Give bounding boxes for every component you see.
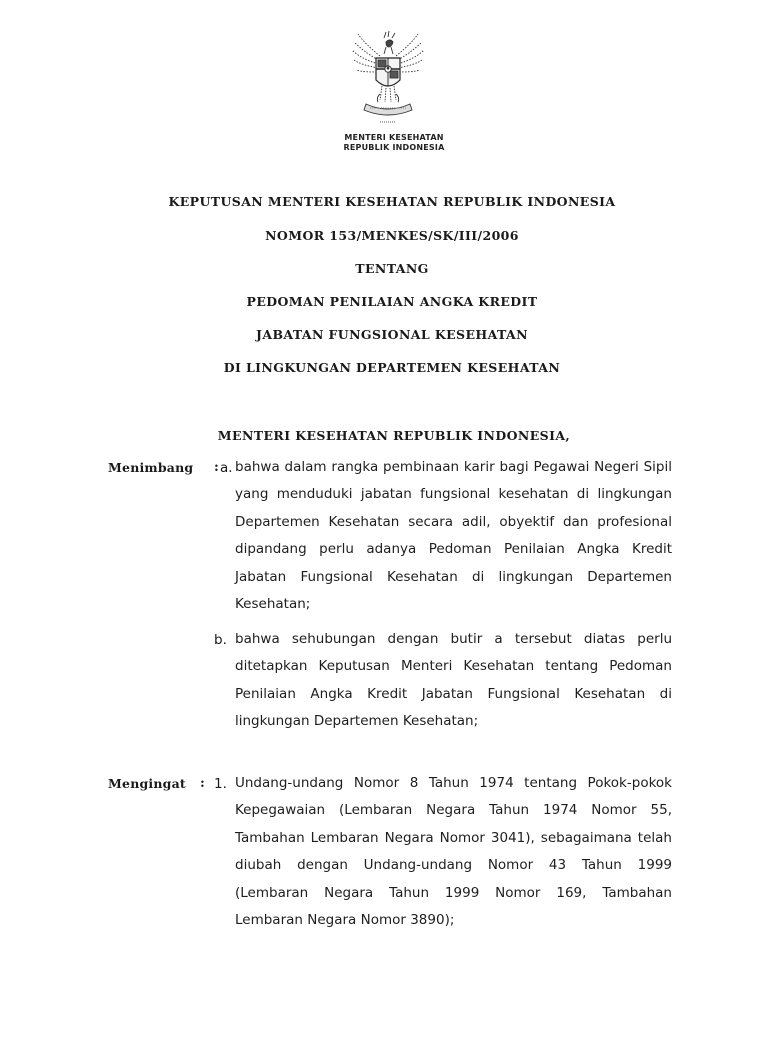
ministry-label-line1: MENTERI KESEHATAN xyxy=(344,133,444,142)
menimbang-item-marker: a. xyxy=(220,460,233,476)
decree-about: TENTANG xyxy=(355,261,429,276)
mengingat-item-text: Undang-undang Nomor 8 Tahun 1974 tentang Pokok-pokok Kepegawaian (Lembaran Negara Tahun 1974 Nomor 55, Tambahan Lembaran Negara Nomor 3041), sebagaimana telah diubah dengan Undang-undang Nomor 43 Tahun 1999 (Lembaran Negara Tahun 1999 Nomor 169, Tambahan Lembaran Negara Nomor 3890); xyxy=(235,775,672,929)
mengingat-item-marker: 1. xyxy=(214,776,227,792)
ministry-label-line2: REPUBLIK INDONESIA xyxy=(343,143,445,152)
decree-title: KEPUTUSAN MENTERI KESEHATAN REPUBLIK INDONESIA xyxy=(168,194,616,209)
decree-subject-line2: JABATAN FUNGSIONAL KESEHATAN xyxy=(256,327,528,342)
mengingat-colon: : xyxy=(200,776,205,791)
menimbang-item-text: bahwa sehubungan dengan butir a tersebut diatas perlu ditetapkan Keputusan Menteri Kesehatan tentang Pedoman Penilaian Angka Kredit Jabatan Fungsional Kesehatan di lingkungan Departemen Kesehatan; xyxy=(235,631,672,730)
menimbang-label: Menimbang xyxy=(108,460,194,475)
decree-subject-line1: PEDOMAN PENILAIAN ANGKA KREDIT xyxy=(246,294,538,309)
decree-number: NOMOR 153/MENKES/SK/III/2006 xyxy=(265,228,519,243)
menimbang-item-marker: b. xyxy=(214,632,227,648)
minister-heading: MENTERI KESEHATAN REPUBLIK INDONESIA, xyxy=(217,428,571,443)
garuda-emblem-icon xyxy=(340,28,436,132)
decree-subject-line3: DI LINGKUNGAN DEPARTEMEN KESEHATAN xyxy=(223,360,561,375)
menimbang-colon: : xyxy=(214,460,219,475)
menimbang-item-text: bahwa dalam rangka pembinaan karir bagi Pegawai Negeri Sipil yang menduduki jabatan fungsional kesehatan di lingkungan Departemen Kesehatan secara adil, obyektif dan profesional dipandang perlu adanya Pedoman Penilaian Angka Kredit Jabatan Fungsional Kesehatan di lingkungan Departemen Kesehatan; xyxy=(235,459,672,613)
mengingat-label: Mengingat xyxy=(108,776,186,791)
